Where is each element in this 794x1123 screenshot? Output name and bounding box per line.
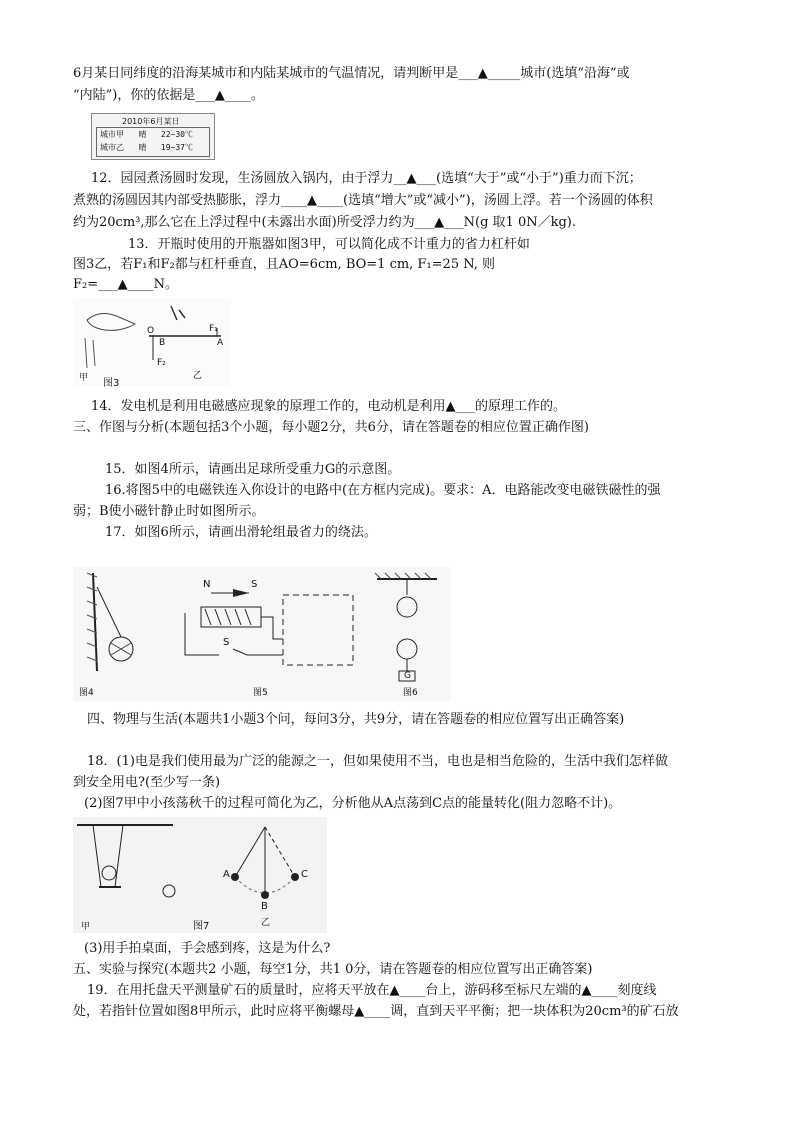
q17-line: 17．如图6所示，请画出滑轮组最省力的绕法。: [105, 525, 377, 540]
figure-7-c: C: [301, 869, 308, 880]
figure-3-yi: 乙: [193, 371, 203, 381]
q14-line1: 14．发电机是利用电磁感应现象的原理工作的，电动机是利用▲___的原理工作的。: [91, 399, 567, 414]
temperature-table-row1: 城市甲 晴 22~30℃: [100, 130, 193, 139]
section3-title: 三、作图与分析(本题包括3个小题，每小题2分，共6分，请在答题卷的相应位置正确作图): [73, 420, 589, 435]
figure-7-yi: 乙: [261, 918, 271, 928]
q18-line2: 到安全用电?(至少写一条): [73, 775, 221, 790]
q18-part2: (2)图7甲中小孩荡秋千的过程可简化为乙，分析他从A点荡到C点的能量转化(阻力忽略不计)。: [84, 796, 622, 811]
figure-7-drawing: [73, 817, 327, 933]
figure-5-n: N: [203, 579, 211, 590]
q18-part3: (3)用手拍桌面，手会感到疼，这是为什么?: [84, 941, 331, 956]
figure-3-label-a: A: [217, 338, 224, 348]
q12-line1: 12．园园煮汤圆时发现，生汤圆放入锅内，由于浮力__▲___(选填“大于”或“小于”)重力而下沉；: [91, 171, 642, 186]
figure-7-caption: 图7: [193, 921, 210, 932]
figure-7: [73, 817, 327, 933]
temperature-table-date: 2010年6月某日: [122, 117, 180, 126]
q13-line2: 图3乙，若F₁和F₂都与杠杆垂直，且AO=6cm, BO=1 cm, F₁=25 N, 则: [73, 257, 496, 272]
figure-3-caption: 图3: [103, 378, 120, 389]
figure-3-drawing: [73, 298, 231, 386]
figure-7-jia: 甲: [81, 922, 91, 932]
figure-4-caption: 图4: [79, 688, 94, 698]
figures-4-5-6-drawing: [73, 567, 451, 701]
figure-5-s: S: [251, 579, 258, 590]
q15-line: 15．如图4所示，请画出足球所受重力G的示意图。: [105, 462, 401, 477]
section4-title: 四、物理与生活(本题共1小题3个问，每问3分，共9分，请在答题卷的相应位置写出正确答案): [87, 712, 625, 727]
q16-line1: 16.将图5中的电磁铁连入你设计的电路中(在方框内完成)。要求：A．电路能改变电磁铁磁性的强: [105, 483, 661, 498]
q11-line2: “内陆”)，你的依据是___▲____。: [73, 88, 264, 103]
figure-6-g: G: [404, 671, 411, 681]
figures-4-5-6: [73, 567, 451, 701]
figure-5-switch: S: [223, 637, 230, 648]
q16-line2: 弱；B使小磁针静止时如图所示。: [73, 504, 265, 519]
section5-title: 五、实验与探究(本题共2 小题，每空1分，共1 0分，请在答题卷的相应位置写出正确答案): [73, 962, 593, 977]
q13-line3: F₂=___▲____N。: [73, 277, 178, 292]
q19-line2: 处，若指针位置如图8甲所示，此时应将平衡螺母▲____调，直到天平平衡；把一块体积为20cm³的矿石放: [73, 1004, 679, 1019]
figure-3-label-f2: F₂: [157, 358, 166, 368]
figure-3-label-o: O: [147, 326, 155, 336]
temperature-table-figure: [91, 113, 215, 160]
temperature-table-row2: 城市乙 晴 19~37℃: [100, 143, 193, 152]
figure-3-label-f1: F₁: [209, 324, 218, 334]
figure-7-a: A: [223, 869, 230, 880]
q11-line1: 6月某日同纬度的沿海某城市和内陆某城市的气温情况，请判断甲是___▲_____城市(选填“沿海”或: [73, 66, 630, 81]
q12-line3: 约为20cm³,那么它在上浮过程中(未露出水面)所受浮力约为___▲___N(g 取1 0N／kg).: [73, 215, 576, 230]
figure-3-label-b: B: [159, 338, 166, 348]
q12-line2: 煮熟的汤圆因其内部受热膨胀，浮力____▲____(选填“增大”或“减小”)，汤圆上浮。若一个汤圆的体积: [73, 193, 653, 208]
q19-line1: 19．在用托盘天平测量矿石的质量时，应将天平放在▲____台上，游码移至标尺左端的▲____刻度线: [87, 983, 657, 998]
figure-5-caption: 图5: [253, 688, 268, 698]
figure-3: [73, 298, 231, 389]
q13-line1: 13．开瓶时使用的开瓶器如图3甲，可以简化成不计重力的省力杠杆如: [128, 237, 530, 252]
q18-line1: 18．(1)电是我们使用最为广泛的能源之一，但如果使用不当，电也是相当危险的，生活中我们怎样做: [87, 754, 668, 769]
figure-6-caption: 图6: [403, 688, 418, 698]
figure-3-jia: 甲: [79, 373, 89, 383]
figure-7-b: B: [261, 901, 268, 912]
